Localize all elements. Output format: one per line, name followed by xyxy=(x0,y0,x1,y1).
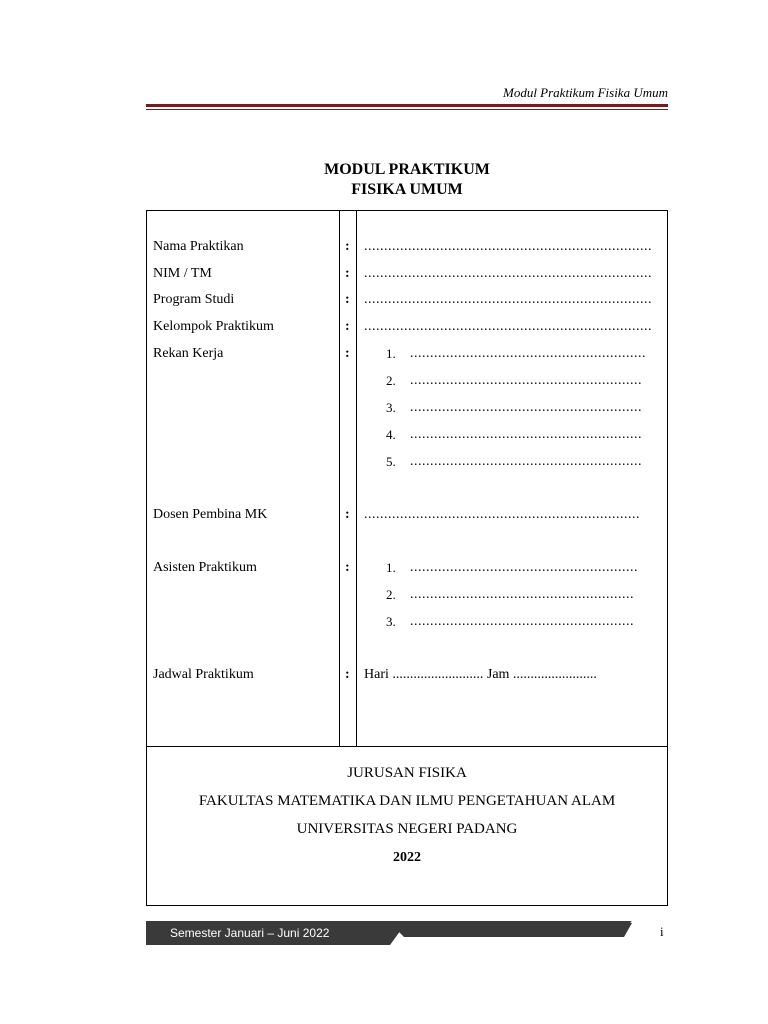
asisten-num-3: 3. xyxy=(386,614,396,629)
field-label-nim: NIM / TM xyxy=(153,266,212,281)
title-line-1: MODUL PRAKTIKUM xyxy=(324,161,490,178)
field-colon: : xyxy=(345,319,350,334)
rekan-kerja-num-2: 2. xyxy=(386,373,396,388)
field-value-dosen[interactable]: ..................................................................... xyxy=(364,507,640,522)
column-divider-right xyxy=(356,211,357,746)
field-value-jadwal[interactable]: Hari .......................... Jam ........................ xyxy=(364,667,597,682)
field-label-rekan-kerja: Rekan Kerja xyxy=(153,346,224,361)
field-label-asisten: Asisten Praktikum xyxy=(153,560,257,575)
rekan-kerja-num-3: 3. xyxy=(386,400,396,415)
field-value-program-studi[interactable]: ........................................................................ xyxy=(364,292,652,307)
department-name: JURUSAN FISIKA xyxy=(347,765,467,781)
document-title xyxy=(146,160,668,200)
field-label-kelompok: Kelompok Praktikum xyxy=(153,319,274,334)
faculty-name: FAKULTAS MATEMATIKA DAN ILMU PENGETAHUAN ALAM xyxy=(198,793,616,809)
rekan-kerja-value-4[interactable]: .......................................................... xyxy=(410,427,642,442)
field-colon: : xyxy=(345,346,350,361)
field-colon: : xyxy=(345,266,350,281)
institution-block xyxy=(147,747,667,905)
header-rule-thin xyxy=(146,109,668,110)
title-line-2: FISIKA UMUM xyxy=(351,181,463,198)
field-colon: : xyxy=(345,292,350,307)
running-title: Modul Praktikum Fisika Umum xyxy=(502,85,668,100)
running-header xyxy=(146,84,668,110)
asisten-num-2: 2. xyxy=(386,587,396,602)
publication-year: 2022 xyxy=(393,850,421,865)
rekan-kerja-value-1[interactable]: ........................................................... xyxy=(410,346,646,361)
footer-semester: Semester Januari – Juni 2022 xyxy=(170,926,330,940)
rekan-kerja-num-5: 5. xyxy=(386,454,396,469)
field-label-jadwal: Jadwal Praktikum xyxy=(153,667,254,682)
field-value-nama[interactable]: ........................................................................ xyxy=(364,239,652,254)
field-value-kelompok[interactable]: ........................................................................ xyxy=(364,319,652,334)
header-rule-thick xyxy=(146,104,668,107)
rekan-kerja-num-1: 1. xyxy=(386,346,396,361)
field-label-nama: Nama Praktikan xyxy=(153,239,244,254)
university-name: UNIVERSITAS NEGERI PADANG xyxy=(296,821,518,837)
rekan-kerja-value-5[interactable]: .......................................................... xyxy=(410,454,642,469)
asisten-value-3[interactable]: ........................................................ xyxy=(410,614,634,629)
field-label-program-studi: Program Studi xyxy=(153,292,235,307)
field-colon: : xyxy=(345,239,350,254)
asisten-value-2[interactable]: ........................................................ xyxy=(410,587,634,602)
rekan-kerja-value-2[interactable]: .......................................................... xyxy=(410,373,642,388)
identity-form-fields xyxy=(147,211,667,747)
identity-form-box xyxy=(146,210,668,906)
field-label-dosen: Dosen Pembina MK xyxy=(153,507,268,522)
asisten-num-1: 1. xyxy=(386,560,396,575)
field-value-nim[interactable]: ........................................................................ xyxy=(364,266,652,281)
footer-bar-tail xyxy=(390,923,632,937)
column-divider-left xyxy=(339,211,340,746)
field-colon: : xyxy=(345,507,350,522)
footer-bar xyxy=(146,921,668,945)
field-colon: : xyxy=(345,560,350,575)
field-colon: : xyxy=(345,667,350,682)
rekan-kerja-value-3[interactable]: .......................................................... xyxy=(410,400,642,415)
page-number: i xyxy=(660,924,664,939)
asisten-value-1[interactable]: ......................................................... xyxy=(410,560,638,575)
rekan-kerja-num-4: 4. xyxy=(386,427,396,442)
